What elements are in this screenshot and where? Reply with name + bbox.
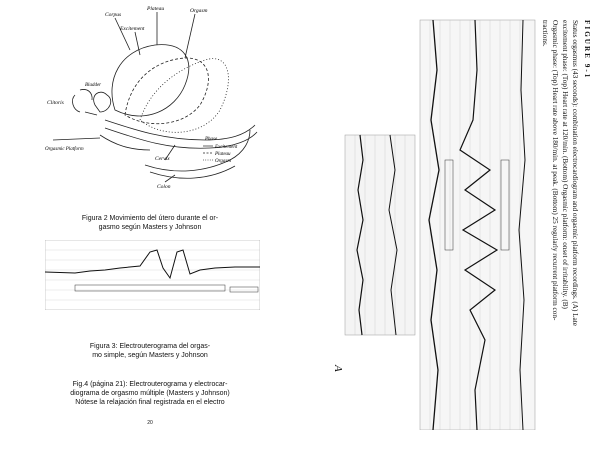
caption-line: Fig.4 (página 21): Electrouterograma y electrocar-	[72, 381, 228, 388]
figure-panel-label: A	[332, 365, 344, 372]
caption-line: Status orgasmus (43 seconds): combination electrocardiogram and orgasmic platform recordings. (A) Late	[571, 20, 579, 326]
caption-line: Figura 3: Electrouterograma del orgas-	[89, 343, 211, 350]
label-clitoris: Clitoris	[47, 100, 64, 106]
uterus-movement-diagram	[45, 0, 270, 205]
caption-line: gasmo según Masters y Johnson	[98, 224, 202, 231]
ecg-recording-figure	[325, 10, 545, 430]
legend-excitement: Excitement	[215, 145, 238, 150]
legend-plateau: Plateau	[215, 152, 231, 157]
label-corpus: Corpus	[105, 12, 122, 18]
caption-line: mo simple, según Masters y Johnson	[92, 352, 208, 359]
label-colon: Colon	[157, 184, 171, 190]
figure3-caption	[40, 342, 260, 360]
caption-line: Orgasmic phase: (Top) Heart rate above 180/min. at peak. (Bottom) 25 regularly recurrent platform con-	[551, 20, 559, 321]
label-cervix: Cervix	[155, 156, 170, 162]
label-orgasm: Orgasm	[190, 8, 208, 14]
figure4-note	[30, 380, 270, 407]
label-plateau: Plateau	[147, 6, 165, 12]
right-page	[300, 0, 600, 450]
legend-phase-title: Phase	[205, 137, 218, 142]
figure-title: FIGURE 9-1	[583, 20, 591, 80]
label-excitement: Excitement	[120, 26, 145, 32]
legend-orgasm: Orgasm	[215, 159, 231, 164]
caption-line: Figura 2 Movimiento del útero durante el or-	[81, 215, 219, 222]
caption-line: excitement phase: (Top) Heart rate at 120/min. (Bottom) Orgasmic platform: onset of irritability. (B)	[561, 20, 569, 309]
electrouterogram-strip	[45, 240, 260, 310]
figure9-caption-block	[540, 20, 592, 430]
caption-line: Nótese la relajación final registrada en el electro	[75, 399, 225, 406]
caption-line: diograma de orgasmo múltiple (Masters y Johnson)	[70, 390, 230, 397]
label-bladder: Bladder	[85, 83, 102, 88]
caption-line: tractions.	[541, 20, 549, 47]
page-number: 20	[147, 420, 153, 426]
figure2-caption	[40, 214, 260, 232]
label-orgasmic-platform: Orgasmic Platform	[45, 147, 84, 152]
